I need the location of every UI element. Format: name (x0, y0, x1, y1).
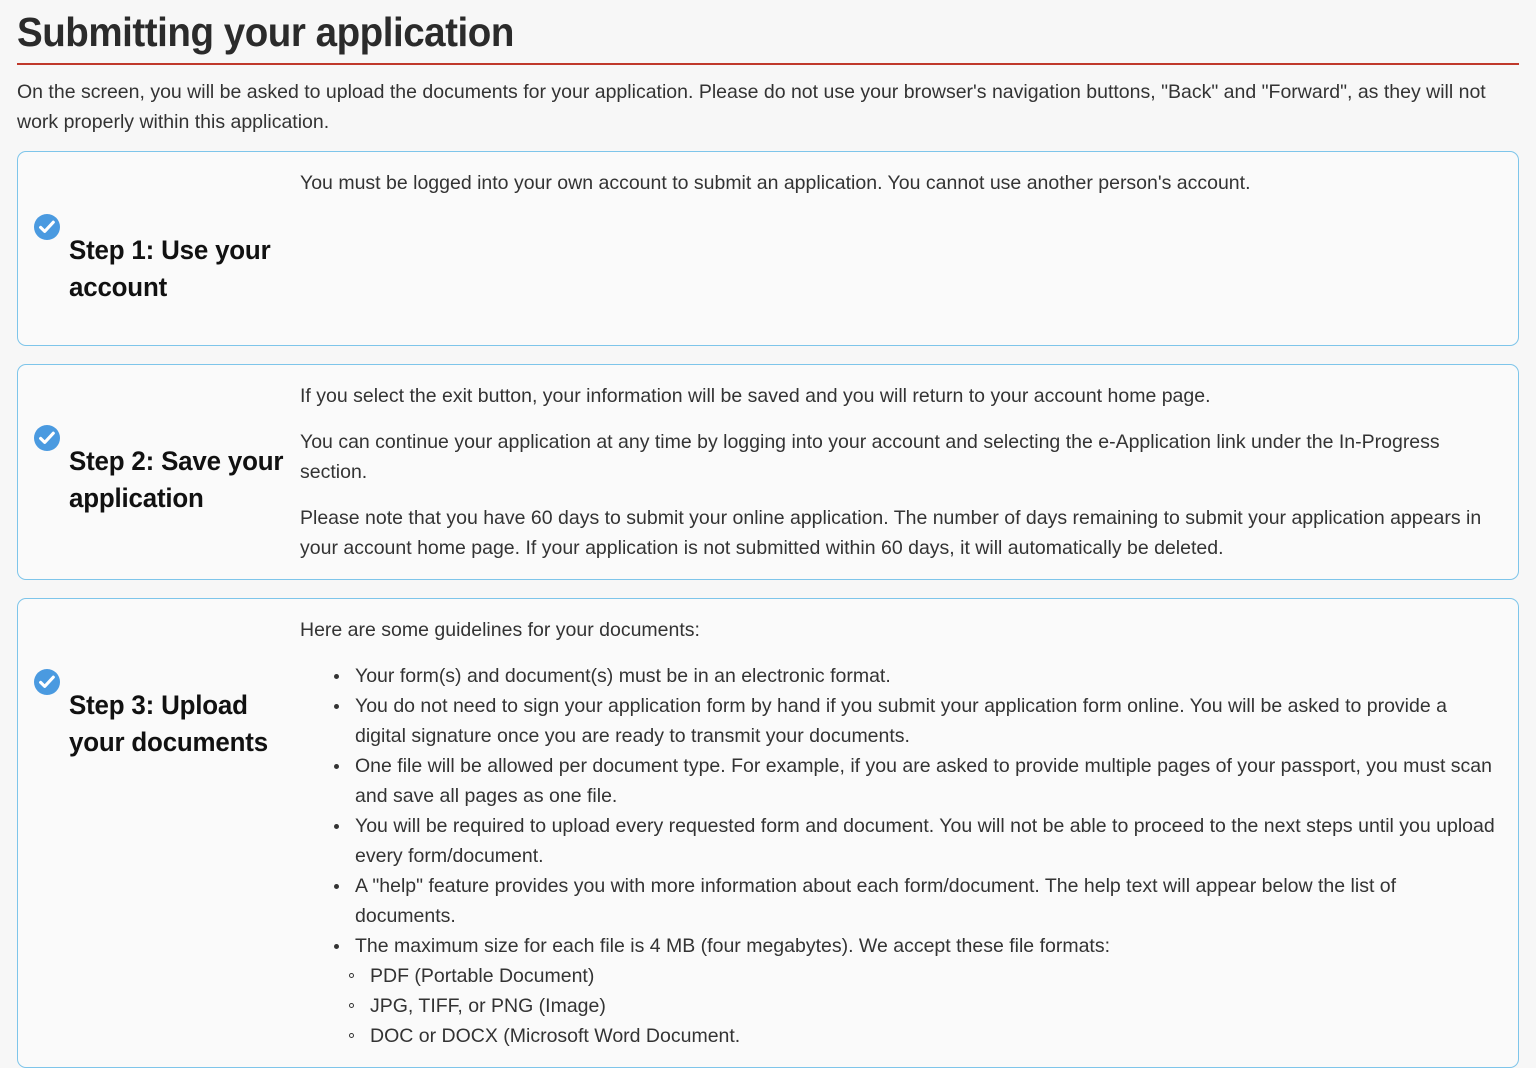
check-circle-icon (34, 669, 60, 695)
list-item: You will be required to upload every requested form and document. You will not be able to proceed to the next steps until you upload every form/document. (334, 811, 1502, 871)
step-2-body (300, 379, 1502, 563)
step-2-title: Step 2: Save your application (69, 446, 284, 514)
step-3-title: Step 3: Upload your documents (69, 690, 268, 758)
step-card-1 (17, 151, 1519, 346)
steps-list (17, 151, 1519, 1068)
step-3-file-formats-list (300, 961, 1502, 1051)
list-item: A "help" feature provides you with more information about each form/document. The help text will appear below the list of documents. (334, 871, 1502, 931)
list-item: The maximum size for each file is 4 MB (four megabytes). We accept these file formats: (334, 931, 1502, 961)
step-1-body (300, 166, 1502, 198)
step-1-paragraph-1: You must be logged into your own account to submit an application. You cannot use another person's account. (300, 172, 1251, 195)
step-2-paragraph-1: If you select the exit button, your information will be saved and you will return to your account home page. (300, 384, 1211, 407)
step-1-header (34, 166, 300, 329)
list-item: One file will be allowed per document type. For example, if you are asked to provide multiple pages of your passport, you must scan and save all pages as one file. (334, 751, 1502, 811)
step-3-guidelines-list (300, 661, 1502, 961)
step-2-paragraph-2: You can continue your application at any time by logging into your account and selecting the e-Application link under the In-Progress section. (300, 430, 1440, 483)
list-item: Your form(s) and document(s) must be in an electronic format. (334, 661, 1502, 691)
page-container (0, 11, 1536, 1068)
check-circle-icon (34, 214, 60, 240)
step-2-header (34, 379, 300, 540)
list-item: You do not need to sign your application form by hand if you submit your application form online. You will be asked to provide a digital signature once you are ready to transmit your documents. (334, 691, 1502, 751)
step-3-body (300, 613, 1502, 1051)
step-1-title: Step 1: Use your account (69, 235, 271, 303)
intro-paragraph: On the screen, you will be asked to upload the documents for your application. Please do not use your browser's navigation buttons, "Back" and "Forward", as they will not work properly within this application. (17, 81, 1486, 134)
step-3-header (34, 613, 300, 784)
list-item: JPG, TIFF, or PNG (Image) (349, 991, 1502, 1021)
list-item: DOC or DOCX (Microsoft Word Document. (349, 1021, 1502, 1051)
step-2-paragraph-3: Please note that you have 60 days to submit your online application. The number of days remaining to submit your application appears in your account home page. If your application is not submitted within 60 days, it will automatically be deleted. (300, 506, 1482, 559)
list-item: PDF (Portable Document) (349, 961, 1502, 991)
title-underline-rule (17, 63, 1519, 65)
page-title: Submitting your application (17, 9, 514, 55)
step-3-paragraph-1: Here are some guidelines for your documents: (300, 618, 700, 641)
step-card-2 (17, 364, 1519, 580)
step-card-3 (17, 598, 1519, 1068)
check-circle-icon (34, 425, 60, 451)
